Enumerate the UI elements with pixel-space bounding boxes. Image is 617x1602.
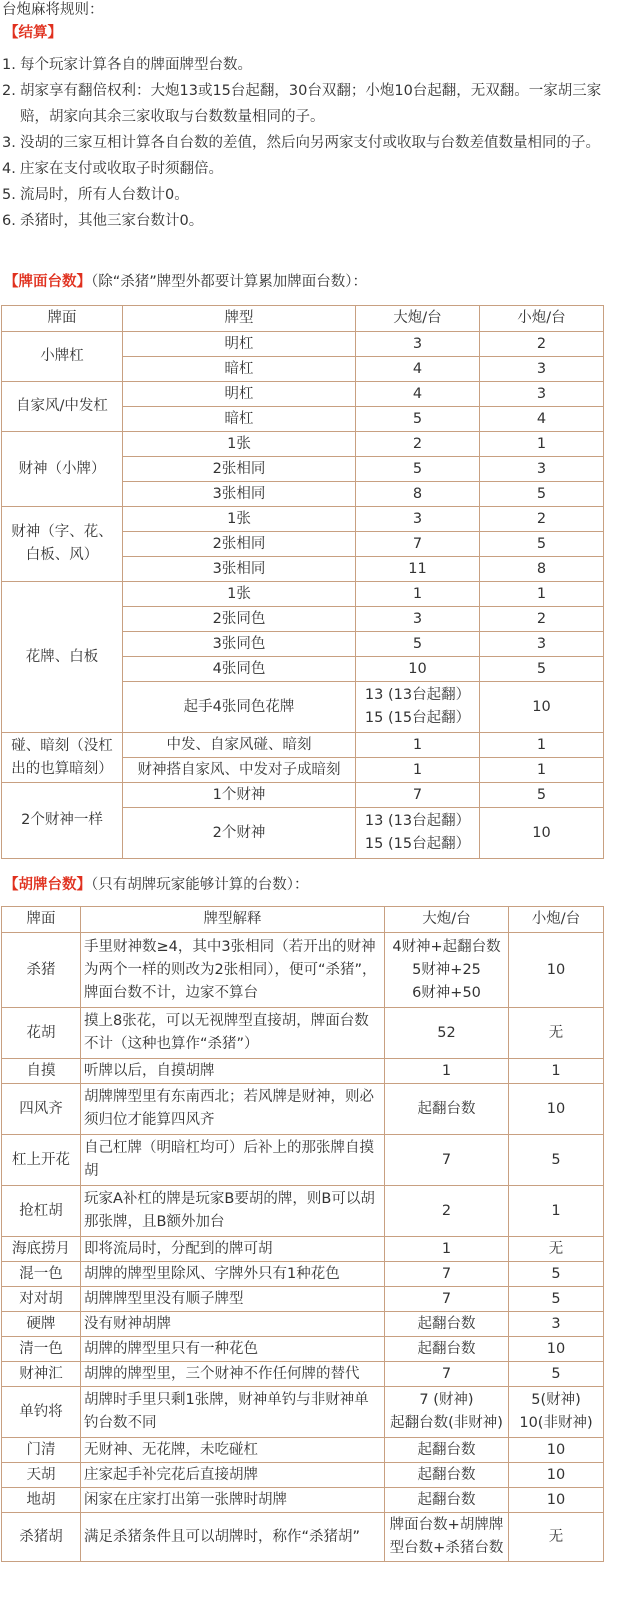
- tile-points-table: [1, 305, 604, 859]
- value-cell: 1: [480, 432, 604, 457]
- category-cell: 混一色: [2, 1262, 81, 1287]
- table-row: [2, 1059, 604, 1084]
- value-cell: 11: [356, 557, 480, 582]
- table-row: [2, 382, 604, 407]
- value-cell: 财神搭自家风、中发对子成暗刻: [123, 758, 356, 783]
- table-row: [2, 332, 604, 357]
- value-cell: 5: [356, 632, 480, 657]
- value-cell: 7 (财神) 起翻台数(非财神): [385, 1387, 509, 1438]
- value-cell: 10: [509, 1438, 604, 1463]
- value-cell: 5: [480, 532, 604, 557]
- table-row: [2, 733, 604, 758]
- value-cell: 10: [509, 1084, 604, 1135]
- table-row: [2, 507, 604, 532]
- value-cell: 3张相同: [123, 557, 356, 582]
- value-cell: 没有财神胡牌: [81, 1312, 385, 1337]
- column-header: 小炮/台: [480, 306, 604, 332]
- value-cell: 起翻台数: [385, 1488, 509, 1513]
- value-cell: 明杠: [123, 332, 356, 357]
- value-cell: 1: [480, 733, 604, 758]
- value-cell: 5: [509, 1262, 604, 1287]
- value-cell: 4: [356, 382, 480, 407]
- column-header: 牌型解释: [81, 907, 385, 933]
- table-row: [2, 1084, 604, 1135]
- value-cell: 10: [509, 933, 604, 1008]
- rule-item: 6. 杀猪时，其他三家台数计0。: [2, 213, 204, 229]
- value-cell: 起翻台数: [385, 1312, 509, 1337]
- table-row: [2, 1438, 604, 1463]
- value-cell: 10: [480, 808, 604, 859]
- value-cell: 起翻台数: [385, 1084, 509, 1135]
- column-header: 大炮/台: [356, 306, 480, 332]
- value-cell: 5: [480, 783, 604, 808]
- table-row: [2, 1387, 604, 1438]
- value-cell: 摸上8张花，可以无视牌型直接胡，牌面台数不计（这种也算作“杀猪”）: [81, 1008, 385, 1059]
- value-cell: 52: [385, 1008, 509, 1059]
- value-cell: 13 (13台起翻） 15 (15台起翻）: [356, 808, 480, 859]
- value-cell: 听牌以后，自摸胡牌: [81, 1059, 385, 1084]
- page-title: 台炮麻将规则：: [2, 2, 104, 18]
- column-header: 牌面: [2, 907, 81, 933]
- value-cell: 胡牌牌型里没有顺子牌型: [81, 1287, 385, 1312]
- table-row: [2, 432, 604, 457]
- value-cell: 3: [480, 457, 604, 482]
- column-header: 大炮/台: [385, 907, 509, 933]
- table-row: [2, 1312, 604, 1337]
- value-cell: 胡牌牌型里有东南西北；若风牌是财神，则必须归位才能算四风齐: [81, 1084, 385, 1135]
- category-cell: 2个财神一样: [2, 783, 123, 859]
- value-cell: 3: [480, 357, 604, 382]
- value-cell: 2: [480, 332, 604, 357]
- category-cell: 小牌杠: [2, 332, 123, 382]
- value-cell: 8: [480, 557, 604, 582]
- value-cell: 3: [480, 382, 604, 407]
- category-cell: 财神（小牌）: [2, 432, 123, 507]
- value-cell: 5: [356, 407, 480, 432]
- value-cell: 3: [356, 507, 480, 532]
- value-cell: 2: [480, 507, 604, 532]
- category-cell: 花牌、白板: [2, 582, 123, 733]
- category-cell: 财神（字、花、白板、风）: [2, 507, 123, 582]
- table-row: [2, 1463, 604, 1488]
- value-cell: 1: [480, 582, 604, 607]
- value-cell: 7: [385, 1287, 509, 1312]
- value-cell: 1: [509, 1059, 604, 1084]
- value-cell: 1: [356, 758, 480, 783]
- category-cell: 自摸: [2, 1059, 81, 1084]
- value-cell: 起翻台数: [385, 1337, 509, 1362]
- value-cell: 3: [480, 632, 604, 657]
- value-cell: 1张: [123, 582, 356, 607]
- value-cell: 无: [509, 1237, 604, 1262]
- value-cell: 胡牌的牌型里只有一种花色: [81, 1337, 385, 1362]
- rule-item: 3. 没胡的三家互相计算各自台数的差值，然后向另两家支付或收取与台数差值数量相同的子。: [2, 135, 600, 151]
- tile-points-section-heading: [4, 271, 367, 293]
- table-row: [2, 1186, 604, 1237]
- value-cell: 3: [356, 607, 480, 632]
- value-cell: 自己杠牌（明暗杠均可）后补上的那张牌自摸胡: [81, 1135, 385, 1186]
- value-cell: 5: [356, 457, 480, 482]
- category-cell: 花胡: [2, 1008, 81, 1059]
- table-row: [2, 582, 604, 607]
- value-cell: 10: [356, 657, 480, 682]
- table-row: [2, 1513, 604, 1562]
- tile-points-note: （除“杀猪”牌型外都要计算累加牌面台数）：: [91, 274, 368, 290]
- win-points-heading: 【胡牌台数】: [4, 877, 91, 893]
- value-cell: 2张同色: [123, 607, 356, 632]
- value-cell: 10: [480, 682, 604, 733]
- value-cell: 2: [356, 432, 480, 457]
- value-cell: 庄家起手补完花后直接胡牌: [81, 1463, 385, 1488]
- value-cell: 2张相同: [123, 532, 356, 557]
- value-cell: 暗杠: [123, 357, 356, 382]
- value-cell: 胡牌的牌型里，三个财神不作任何牌的替代: [81, 1362, 385, 1387]
- value-cell: 胡牌的牌型里除风、字牌外只有1种花色: [81, 1262, 385, 1287]
- value-cell: 5: [509, 1287, 604, 1312]
- value-cell: 1: [356, 733, 480, 758]
- value-cell: 7: [356, 783, 480, 808]
- value-cell: 满足杀猪条件且可以胡牌时，称作“杀猪胡”: [81, 1513, 385, 1562]
- table-row: [2, 1008, 604, 1059]
- value-cell: 5: [509, 1135, 604, 1186]
- value-cell: 中发、自家风碰、暗刻: [123, 733, 356, 758]
- win-points-note: （只有胡牌玩家能够计算的台数）：: [91, 877, 309, 893]
- column-header: 牌面: [2, 306, 123, 332]
- value-cell: 起翻台数: [385, 1438, 509, 1463]
- category-cell: 财神汇: [2, 1362, 81, 1387]
- value-cell: 13 (13台起翻） 15 (15台起翻）: [356, 682, 480, 733]
- category-cell: 碰、暗刻（没杠出的也算暗刻）: [2, 733, 123, 783]
- settlement-heading: 【结算】: [4, 25, 62, 41]
- rule-item: 2. 胡家享有翻倍权利：大炮13或15台起翻，30台双翻；小炮10台起翻，无双翻。一家胡三家赔，胡家向其余三家收取与台数数量相同的子。: [2, 83, 602, 125]
- table-row: [2, 933, 604, 1008]
- category-cell: 抢杠胡: [2, 1186, 81, 1237]
- value-cell: 4: [480, 407, 604, 432]
- column-header: 牌型: [123, 306, 356, 332]
- value-cell: 1: [480, 758, 604, 783]
- table-row: [2, 1287, 604, 1312]
- win-points-section-heading: [4, 874, 309, 896]
- value-cell: 7: [356, 532, 480, 557]
- value-cell: 5: [480, 657, 604, 682]
- rule-item: 5. 流局时，所有人台数计0。: [2, 187, 189, 203]
- settlement-section-heading: [4, 22, 62, 44]
- category-cell: 硬牌: [2, 1312, 81, 1337]
- category-cell: 门清: [2, 1438, 81, 1463]
- table-row: [2, 1262, 604, 1287]
- value-cell: 无财神、无花牌，未吃碰杠: [81, 1438, 385, 1463]
- tile-points-heading: 【牌面台数】: [4, 274, 91, 290]
- column-header: 小炮/台: [509, 907, 604, 933]
- value-cell: 无: [509, 1513, 604, 1562]
- value-cell: 4张同色: [123, 657, 356, 682]
- value-cell: 3: [509, 1312, 604, 1337]
- category-cell: 对对胡: [2, 1287, 81, 1312]
- category-cell: 杠上开花: [2, 1135, 81, 1186]
- value-cell: 3张相同: [123, 482, 356, 507]
- value-cell: 3张同色: [123, 632, 356, 657]
- value-cell: 无: [509, 1008, 604, 1059]
- table-row: [2, 1237, 604, 1262]
- value-cell: 10: [509, 1488, 604, 1513]
- table-row: [2, 1488, 604, 1513]
- rule-item: 1. 每个玩家计算各自的牌面牌型台数。: [2, 57, 252, 73]
- settlement-rules-list: [2, 52, 614, 234]
- value-cell: 1个财神: [123, 783, 356, 808]
- rule-item: 4. 庄家在支付或收取子时须翻倍。: [2, 161, 223, 177]
- table-row: [2, 1362, 604, 1387]
- value-cell: 即将流局时，分配到的牌可胡: [81, 1237, 385, 1262]
- value-cell: 牌面台数+胡牌牌型台数+杀猪台数: [385, 1513, 509, 1562]
- value-cell: 7: [385, 1262, 509, 1287]
- value-cell: 玩家A补杠的牌是玩家B要胡的牌，则B可以胡那张牌，且B额外加台: [81, 1186, 385, 1237]
- value-cell: 2: [385, 1186, 509, 1237]
- value-cell: 2张相同: [123, 457, 356, 482]
- value-cell: 2个财神: [123, 808, 356, 859]
- table-row: [2, 783, 604, 808]
- table-header-row: [2, 306, 604, 332]
- category-cell: 地胡: [2, 1488, 81, 1513]
- value-cell: 7: [385, 1362, 509, 1387]
- category-cell: 杀猪胡: [2, 1513, 81, 1562]
- value-cell: 手里财神数≥4，其中3张相同（若开出的财神为两个一样的则改为2张相同），便可“杀猪”，牌面台数不计，边家不算台: [81, 933, 385, 1008]
- value-cell: 4财神+起翻台数 5财神+25 6财神+50: [385, 933, 509, 1008]
- value-cell: 闲家在庄家打出第一张牌时胡牌: [81, 1488, 385, 1513]
- value-cell: 1: [385, 1059, 509, 1084]
- table-header-row: [2, 907, 604, 933]
- value-cell: 起手4张同色花牌: [123, 682, 356, 733]
- value-cell: 1: [356, 582, 480, 607]
- category-cell: 四风齐: [2, 1084, 81, 1135]
- value-cell: 8: [356, 482, 480, 507]
- value-cell: 1张: [123, 432, 356, 457]
- category-cell: 杀猪: [2, 933, 81, 1008]
- value-cell: 胡牌时手里只剩1张牌，财神单钓与非财神单钓台数不同: [81, 1387, 385, 1438]
- value-cell: 1: [509, 1186, 604, 1237]
- value-cell: 10: [509, 1463, 604, 1488]
- value-cell: 5: [509, 1362, 604, 1387]
- value-cell: 10: [509, 1337, 604, 1362]
- category-cell: 天胡: [2, 1463, 81, 1488]
- value-cell: 4: [356, 357, 480, 382]
- value-cell: 1: [385, 1237, 509, 1262]
- win-points-table: [1, 906, 604, 1562]
- category-cell: 海底捞月: [2, 1237, 81, 1262]
- value-cell: 暗杠: [123, 407, 356, 432]
- value-cell: 2: [480, 607, 604, 632]
- table-row: [2, 1337, 604, 1362]
- value-cell: 1张: [123, 507, 356, 532]
- value-cell: 5: [480, 482, 604, 507]
- value-cell: 明杠: [123, 382, 356, 407]
- category-cell: 自家风/中发杠: [2, 382, 123, 432]
- value-cell: 3: [356, 332, 480, 357]
- value-cell: 起翻台数: [385, 1463, 509, 1488]
- category-cell: 单钓将: [2, 1387, 81, 1438]
- value-cell: 7: [385, 1135, 509, 1186]
- category-cell: 清一色: [2, 1337, 81, 1362]
- value-cell: 5(财神) 10(非财神): [509, 1387, 604, 1438]
- table-row: [2, 1135, 604, 1186]
